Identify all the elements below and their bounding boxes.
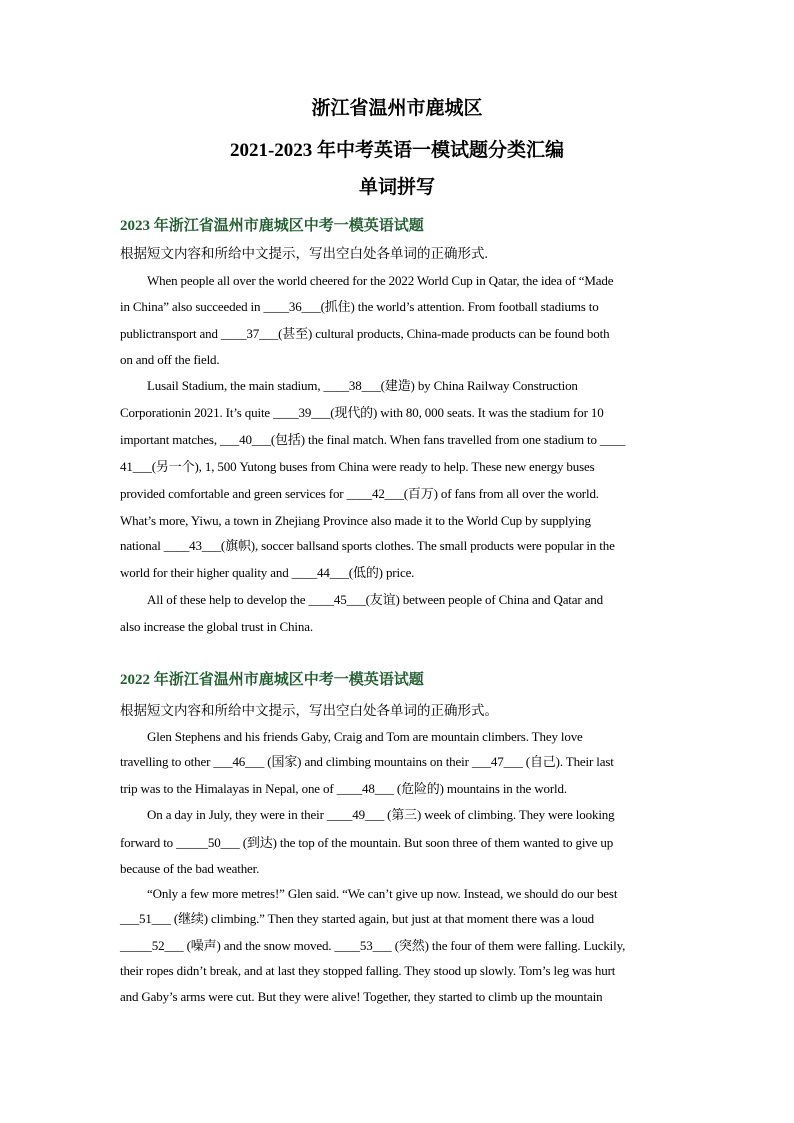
passage-2022-line: “Only a few more metres!” Glen said. “We can’t give up now. Instead, we should do our best (147, 886, 618, 901)
section-2023-heading: 2023 年浙江省温州市鹿城区中考一模英语试题 (120, 218, 424, 234)
section-2023-instruction: 根据短文内容和所给中文提示，写出空白处各单词的正确形式. (120, 246, 488, 261)
passage-2023-line: When people all over the world cheered for the 2022 World Cup in Qatar, the idea of “Made (147, 273, 614, 288)
passage-2022-line: and Gaby’s arms were cut. But they were alive! Together, they started to climb up the mountain (120, 989, 603, 1004)
passage-2023-line: important matches, ___40___(包括) the final match. When fans travelled from one stadium to ____ (120, 432, 626, 447)
doc-title-region: 浙江省温州市鹿城区 (311, 98, 483, 119)
passage-2023-line: publictransport and ____37___(甚至) cultural products, China-made products can be found both (120, 326, 610, 341)
passage-2023-line: provided comfortable and green services for ____42___(百万) of fans from all over the world. (120, 486, 599, 501)
passage-2022-line: travelling to other ___46___ (国家) and climbing mountains on their ___47___ (自己). Their last (120, 754, 614, 769)
passage-2023-line: Lusail Stadium, the main stadium, ____38___(建造) by China Railway Construction (147, 378, 578, 393)
passage-2022-line: their ropes didn’t break, and at last they stopped falling. They stood up slowly. Tom’s leg was hurt (120, 963, 616, 978)
passage-2023-line: All of these help to develop the ____45___(友谊) between people of China and Qatar and (147, 592, 603, 607)
section-2022-heading: 2022 年浙江省温州市鹿城区中考一模英语试题 (120, 672, 424, 688)
passage-2023-line: national ____43___(旗帜), soccer ballsand sports clothes. The small products were popular in the (120, 538, 615, 553)
passage-2023-line: Corporationin 2021. It’s quite ____39___(现代的) with 80, 000 seats. It was the stadium for 10 (120, 405, 604, 420)
passage-2023-line: in China” also succeeded in ____36___(抓住) the world’s attention. From football stadiums to (120, 299, 599, 314)
passage-2022-line: forward to _____50___ (到达) the top of the mountain. But soon three of them wanted to give up (120, 835, 614, 850)
section-2022-instruction: 根据短文内容和所给中文提示，写出空白处各单词的正确形式。 (120, 703, 498, 718)
passage-2023-line: 41___(另一个), 1, 500 Yutong buses from China were ready to help. These new energy buses (120, 459, 595, 474)
passage-2022-line: _____52___ (噪声) and the snow moved. ____53___ (突然) the four of them were falling. Luckily, (120, 938, 626, 953)
passage-2022-line: because of the bad weather. (120, 861, 260, 876)
doc-title-exam: 2021-2023 年中考英语一模试题分类汇编 (229, 140, 565, 161)
passage-2023-line: world for their higher quality and ____44___(低的) price. (120, 565, 415, 580)
passage-2022-line: Glen Stephens and his friends Gaby, Craig and Tom are mountain climbers. They love (147, 729, 583, 744)
passage-2023-line: What’s more, Yiwu, a town in Zhejiang Province also made it to the World Cup by supplying (120, 513, 591, 528)
doc-title-topic: 单词拼写 (358, 177, 435, 198)
passage-2023-line: also increase the global trust in China. (120, 619, 313, 634)
passage-2023-line: on and off the field. (120, 352, 220, 367)
passage-2022-line: On a day in July, they were in their ____49___ (第三) week of climbing. They were looking (147, 807, 615, 822)
passage-2022-line: ___51___ (继续) climbing.” Then they started again, but just at that moment there was a loud (120, 911, 595, 926)
passage-2022-line: trip was to the Himalayas in Nepal, one of ____48___ (危险的) mountains in the world. (120, 781, 567, 796)
